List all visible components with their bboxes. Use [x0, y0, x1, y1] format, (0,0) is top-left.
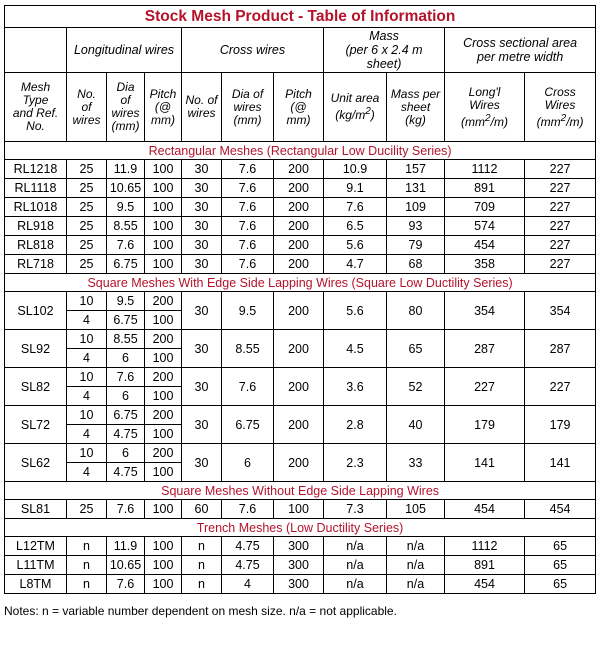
table-cell: 65: [525, 575, 596, 594]
table-cell: 200: [274, 292, 324, 330]
table-cell: 200: [145, 406, 182, 425]
col-l-no: No. of wires: [67, 73, 107, 142]
table-cell: 100: [145, 387, 182, 406]
table-cell: 4: [222, 575, 274, 594]
table-cell: 1112: [445, 160, 525, 179]
table-cell: 6: [107, 444, 145, 463]
table-cell: 4.75: [107, 425, 145, 444]
table-cell: 1112: [445, 537, 525, 556]
table-cell: 200: [274, 330, 324, 368]
table-cell: 7.6: [107, 575, 145, 594]
col-crossw: Cross Wires $(mm^2/m)$: [525, 73, 596, 142]
col-per-sheet: Mass per sheet (kg): [387, 73, 445, 142]
table-cell: 4: [67, 387, 107, 406]
table-row: [5, 292, 596, 311]
table-cell: 30: [182, 330, 222, 368]
table-cell: 131: [387, 179, 445, 198]
table-cell: n: [182, 537, 222, 556]
table-cell: 200: [145, 368, 182, 387]
table-row: [5, 500, 596, 519]
table-cell: 100: [145, 425, 182, 444]
table-cell: n/a: [324, 556, 387, 575]
table-cell: 100: [145, 179, 182, 198]
table-cell: 100: [274, 500, 324, 519]
table-cell: 4: [67, 425, 107, 444]
table-cell: 227: [445, 368, 525, 406]
table-cell: RL718: [5, 255, 67, 274]
section-title: Trench Meshes (Low Ductility Series): [5, 519, 596, 537]
table-cell: n/a: [324, 575, 387, 594]
table-cell: 141: [525, 444, 596, 482]
table-cell: 7.6: [107, 236, 145, 255]
table-cell: 227: [525, 179, 596, 198]
table-cell: 25: [67, 236, 107, 255]
table-cell: 10: [67, 444, 107, 463]
table-cell: n/a: [387, 556, 445, 575]
table-cell: 287: [525, 330, 596, 368]
table-cell: 354: [445, 292, 525, 330]
table-cell: 25: [67, 500, 107, 519]
table-cell: 300: [274, 537, 324, 556]
table-cell: 4.75: [222, 556, 274, 575]
table-cell: 227: [525, 217, 596, 236]
table-cell: 454: [525, 500, 596, 519]
table-cell: 454: [445, 500, 525, 519]
table-cell: 5.6: [324, 236, 387, 255]
table-cell: 4: [67, 463, 107, 482]
table-cell: 60: [182, 500, 222, 519]
table-cell: 300: [274, 575, 324, 594]
table-cell: 7.6: [222, 160, 274, 179]
table-row: [5, 179, 596, 198]
table-cell: 100: [145, 236, 182, 255]
table-cell: 80: [387, 292, 445, 330]
table-cell: 109: [387, 198, 445, 217]
table-cell: 7.6: [222, 368, 274, 406]
table-cell: 2.8: [324, 406, 387, 444]
table-cell: 100: [145, 575, 182, 594]
table-cell: 5.6: [324, 292, 387, 330]
table-cell: 100: [145, 349, 182, 368]
table-cell: 65: [525, 537, 596, 556]
table-cell: 358: [445, 255, 525, 274]
table-row: [5, 198, 596, 217]
table-cell: 9.5: [222, 292, 274, 330]
table-cell: 200: [274, 198, 324, 217]
header-mass: Mass (per 6 x 2.4 m sheet): [324, 28, 445, 73]
table-cell: 10.65: [107, 556, 145, 575]
table-cell: n/a: [387, 575, 445, 594]
table-cell: 227: [525, 368, 596, 406]
table-cell: 157: [387, 160, 445, 179]
table-cell: 227: [525, 236, 596, 255]
table-cell: n: [182, 556, 222, 575]
table-row: [5, 217, 596, 236]
table-cell: 200: [274, 179, 324, 198]
table-cell: n/a: [387, 537, 445, 556]
table-cell: 9.5: [107, 198, 145, 217]
table-cell: 33: [387, 444, 445, 482]
table-cell: 179: [525, 406, 596, 444]
table-cell: 6.75: [107, 311, 145, 330]
table-cell: 179: [445, 406, 525, 444]
table-notes: Notes: n = variable number dependent on mesh size. n/a = not applicable.: [4, 604, 397, 618]
table-cell: 11.9: [107, 537, 145, 556]
table-cell: 8.55: [107, 330, 145, 349]
table-cell: 65: [387, 330, 445, 368]
table-cell: 9.1: [324, 179, 387, 198]
table-cell: 7.6: [222, 217, 274, 236]
table-cell: 200: [274, 236, 324, 255]
table-row: [5, 160, 596, 179]
table-cell: 25: [67, 198, 107, 217]
section-trench: [5, 519, 596, 537]
section-title: Square Meshes Without Edge Side Lapping Wires: [5, 482, 596, 500]
table-row: [5, 368, 596, 387]
table-cell: 300: [274, 556, 324, 575]
table-cell: 65: [525, 556, 596, 575]
table-cell: 100: [145, 198, 182, 217]
table-cell: 4: [67, 311, 107, 330]
table-cell: 2.3: [324, 444, 387, 482]
table-row: [5, 537, 596, 556]
table-cell: RL818: [5, 236, 67, 255]
table-cell: 200: [274, 368, 324, 406]
table-title: Stock Mesh Product - Table of Information: [5, 6, 596, 28]
table-row: [5, 556, 596, 575]
table-cell: SL102: [5, 292, 67, 330]
table-cell: L11TM: [5, 556, 67, 575]
header-longitudinal: Longitudinal wires: [67, 28, 182, 73]
table-cell: 105: [387, 500, 445, 519]
table-cell: 100: [145, 500, 182, 519]
col-unit-area: Unit area $(kg/m^2)$: [324, 73, 387, 142]
table-cell: RL918: [5, 217, 67, 236]
table-cell: 3.6: [324, 368, 387, 406]
section-square-lapping: [5, 274, 596, 292]
table-cell: 100: [145, 217, 182, 236]
table-cell: 10.9: [324, 160, 387, 179]
table-cell: 200: [145, 330, 182, 349]
table-cell: 227: [525, 255, 596, 274]
table-cell: 4: [67, 349, 107, 368]
header-cross: Cross wires: [182, 28, 324, 73]
table-cell: n/a: [324, 537, 387, 556]
table-cell: SL72: [5, 406, 67, 444]
table-cell: 4.5: [324, 330, 387, 368]
table-cell: 6: [107, 387, 145, 406]
table-cell: 30: [182, 255, 222, 274]
table-cell: SL62: [5, 444, 67, 482]
table-cell: 100: [145, 160, 182, 179]
table-cell: 10: [67, 368, 107, 387]
table-cell: 200: [274, 406, 324, 444]
section-title: Square Meshes With Edge Side Lapping Wires (Square Low Ductility Series): [5, 274, 596, 292]
table-cell: 100: [145, 556, 182, 575]
table-cell: SL82: [5, 368, 67, 406]
table-cell: 4.75: [222, 537, 274, 556]
stock-mesh-table: [4, 5, 596, 594]
table-cell: 30: [182, 179, 222, 198]
table-cell: 30: [182, 292, 222, 330]
table-cell: 7.6: [222, 179, 274, 198]
table-cell: 7.6: [222, 500, 274, 519]
table-cell: 454: [445, 575, 525, 594]
table-cell: 7.6: [107, 500, 145, 519]
table-cell: 30: [182, 198, 222, 217]
table-cell: SL81: [5, 500, 67, 519]
table-body: [5, 142, 596, 594]
table-cell: 200: [145, 444, 182, 463]
table-cell: n: [67, 575, 107, 594]
table-cell: RL1118: [5, 179, 67, 198]
table-cell: 30: [182, 444, 222, 482]
table-cell: 40: [387, 406, 445, 444]
section-rectangular: [5, 142, 596, 160]
table-cell: 8.55: [222, 330, 274, 368]
col-c-dia: Dia of wires (mm): [222, 73, 274, 142]
table-cell: 354: [525, 292, 596, 330]
table-cell: SL92: [5, 330, 67, 368]
table-cell: 10.65: [107, 179, 145, 198]
table-cell: 891: [445, 556, 525, 575]
col-l-dia: Dia of wires (mm): [107, 73, 145, 142]
table-cell: 30: [182, 217, 222, 236]
table-cell: 6.5: [324, 217, 387, 236]
table-cell: 200: [145, 292, 182, 311]
table-cell: 100: [145, 463, 182, 482]
table-cell: 30: [182, 236, 222, 255]
table-cell: 227: [525, 198, 596, 217]
table-cell: L8TM: [5, 575, 67, 594]
table-cell: 7.6: [222, 236, 274, 255]
table-cell: 6.75: [222, 406, 274, 444]
col-mesh: Mesh Type and Ref. No.: [5, 73, 67, 142]
table-cell: 7.6: [324, 198, 387, 217]
table-cell: 25: [67, 179, 107, 198]
table-cell: 574: [445, 217, 525, 236]
table-cell: L12TM: [5, 537, 67, 556]
table-cell: 7.3: [324, 500, 387, 519]
table-cell: 30: [182, 160, 222, 179]
table-cell: 52: [387, 368, 445, 406]
table-cell: 7.6: [107, 368, 145, 387]
table-cell: RL1218: [5, 160, 67, 179]
table-cell: 25: [67, 217, 107, 236]
table-cell: 6.75: [107, 255, 145, 274]
table-cell: 10: [67, 292, 107, 311]
table-cell: 100: [145, 311, 182, 330]
table-cell: 891: [445, 179, 525, 198]
table-row: [5, 406, 596, 425]
table-cell: 30: [182, 406, 222, 444]
section-title: Rectangular Meshes (Rectangular Low Ducility Series): [5, 142, 596, 160]
table-cell: 227: [525, 160, 596, 179]
table-cell: 10: [67, 330, 107, 349]
section-square-no-lapping: [5, 482, 596, 500]
table-cell: 7.6: [222, 255, 274, 274]
table-cell: 100: [145, 255, 182, 274]
table-row: [5, 330, 596, 349]
header-cross-area: Cross sectional area per metre width: [445, 28, 596, 73]
table-cell: n: [182, 575, 222, 594]
table-cell: 200: [274, 444, 324, 482]
table-cell: 100: [145, 537, 182, 556]
table-cell: 4.75: [107, 463, 145, 482]
col-c-no: No. of wires: [182, 73, 222, 142]
table-cell: 11.9: [107, 160, 145, 179]
table-row: [5, 575, 596, 594]
table-cell: 30: [182, 368, 222, 406]
table-cell: 200: [274, 160, 324, 179]
table-cell: 9.5: [107, 292, 145, 311]
table-cell: 200: [274, 217, 324, 236]
table-cell: 4.7: [324, 255, 387, 274]
table-row: [5, 255, 596, 274]
header-blank: [5, 28, 67, 73]
table-cell: 287: [445, 330, 525, 368]
col-c-pitch: Pitch (@ mm): [274, 73, 324, 142]
table-cell: 6: [107, 349, 145, 368]
col-l-pitch: Pitch (@ mm): [145, 73, 182, 142]
table-row: [5, 444, 596, 463]
table-cell: 10: [67, 406, 107, 425]
table-cell: 6.75: [107, 406, 145, 425]
table-cell: 68: [387, 255, 445, 274]
table-row: [5, 236, 596, 255]
table-cell: 25: [67, 160, 107, 179]
table-cell: n: [67, 556, 107, 575]
table-cell: 6: [222, 444, 274, 482]
table-cell: 141: [445, 444, 525, 482]
col-longl: Long'l Wires $(mm^2/m)$: [445, 73, 525, 142]
mesh-table-page: [4, 5, 595, 618]
table-cell: 7.6: [222, 198, 274, 217]
table-cell: 93: [387, 217, 445, 236]
table-cell: RL1018: [5, 198, 67, 217]
table-cell: 454: [445, 236, 525, 255]
table-cell: 8.55: [107, 217, 145, 236]
table-cell: n: [67, 537, 107, 556]
table-cell: 25: [67, 255, 107, 274]
table-cell: 79: [387, 236, 445, 255]
table-cell: 200: [274, 255, 324, 274]
table-cell: 709: [445, 198, 525, 217]
